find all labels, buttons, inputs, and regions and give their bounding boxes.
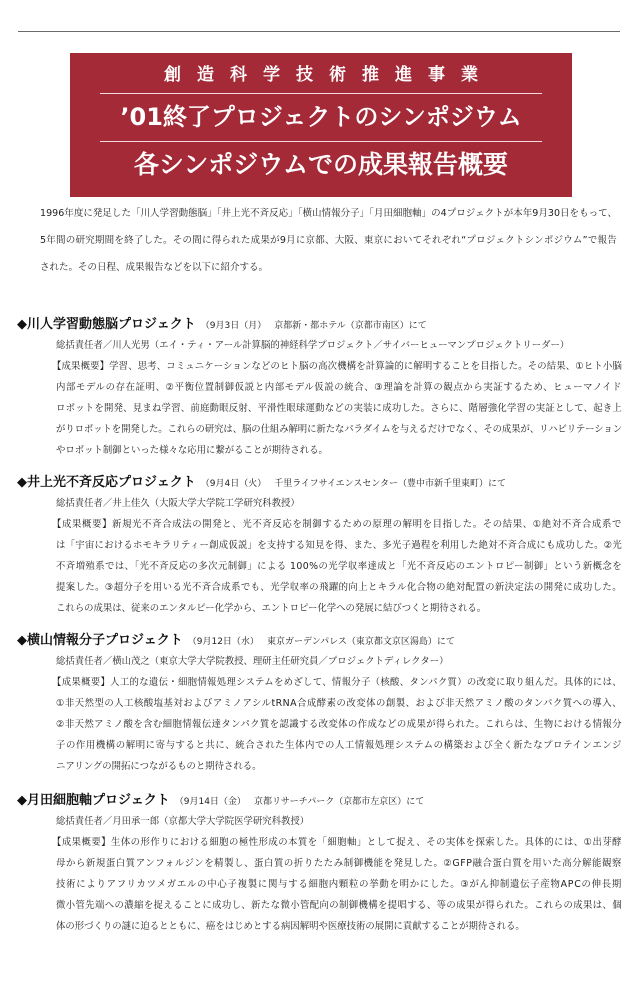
symposium-date: （9月3日（月） xyxy=(200,321,267,331)
symposium-date: （9月14日（金） xyxy=(174,797,246,807)
project-section xyxy=(0,791,637,941)
project-director: 総括責任者／横山茂之（東京大学大学院教授、理研主任研究員／プロジェクトディレクター） xyxy=(56,656,449,667)
project-heading-row xyxy=(17,473,506,493)
summary-line: やロボット制御といった様々な応用に繋がることが期待される。 xyxy=(56,445,328,456)
symposium-date: （9月4日（火） xyxy=(200,479,267,489)
summary-line: ②非天然アミノ酸を含む細胞情報伝達タンパク質を認識する改変体の作成などの成果が得られた。これらは、生物における情報分 xyxy=(56,719,622,730)
intro-line: された。その日程、成果報告などを以下に紹介する。 xyxy=(40,262,269,273)
summary-line: 提案した。③超分子を用いる光不斉合成系でも、光学収率の飛躍的向上とキラル化合物の絶対配置の新決定法の開発に成功した。 xyxy=(56,582,622,593)
intro-line: 1996年度に発足した「川人学習動態脳」「井上光不斉反応」「横山情報分子」「月田細胞軸」の4プロジェクトが本年9月30日をもって、 xyxy=(40,208,617,219)
summary-line: 内部モデルの存在証明、②平衡位置制御仮説と内部モデル仮説の統合、③理論を計算の観点から実証するため、ヒューマノイド xyxy=(56,382,622,393)
summary-line: 母から新規蛋白質アンフォルジンを精製し、蛋白質の折りたたみ制御機能を発見した。②GFP融合蛋白質を用いた高分解能観察 xyxy=(56,858,622,869)
summary-line: ニアリングの開拓につながるものと期待される。 xyxy=(56,761,262,772)
summary-line: は「宇宙におけるホモキラリティー創成仮説」を支持する知見を得、また、多光子過程を利用した絶対不斉合成にも成功した。②光 xyxy=(56,540,622,551)
summary-line: これらの成果は、従来のエンタルピー化学から、エントロピー化学への発展に結びつくと期待される。 xyxy=(56,603,487,614)
banner-rule xyxy=(100,93,542,94)
summary-line: 【成果概要】新規光不斉合成法の開発と、光不斉反応を制御するための原理の解明を目指した。その結果、①絶対不斉合成系で xyxy=(52,519,622,530)
symposium-venue: 京都新・都ホテル（京都市南区）にて xyxy=(274,321,427,331)
project-heading: ◆川人学習動態脳プロジェクト xyxy=(17,317,196,332)
project-heading-row xyxy=(17,791,424,811)
top-rule xyxy=(18,31,620,32)
program-name: 創造科学技術推進事業 xyxy=(164,65,494,85)
summary-line: 不斉増殖系では、「光不斉反応の多次元制御」による 100%の光学収率達成と「光不斉反応のエントロピー制御」という新概念を xyxy=(56,561,622,572)
project-heading-row xyxy=(17,315,427,335)
project-section xyxy=(0,631,637,781)
banner-title: ’01終了プロジェクトのシンポジウム xyxy=(120,103,522,131)
project-section xyxy=(0,315,637,465)
project-director: 総括責任者／月田承一郎（京都大学大学院医学研究科教授） xyxy=(56,816,310,827)
summary-line: ①非天然型の人工核酸塩基対およびアミノアシルtRNA合成酵素の改変体の創製、および非天然アミノ酸のタンパク質への導入、 xyxy=(56,698,622,709)
project-director: 総括責任者／井上佳久（大阪大学大学院工学研究科教授） xyxy=(56,498,300,509)
project-heading-row xyxy=(17,631,455,651)
summary-line: がりロボットを開発した。これらの研究は、脳の仕組み解明に新たなパラダイムを与えるだけでなく、その成果が、リハビリテーション xyxy=(56,424,622,435)
summary-line: ロボットを開発、見まね学習、前庭動眼反射、平滑性眼球運動などの実装に成功した。さらに、階層強化学習の実証として、起き上 xyxy=(56,403,622,414)
intro-line: 5年間の研究期間を終了した。その間に得られた成果が9月に京都、大阪、東京においてそれぞれ“プロジェクトシンポジウム”で報告 xyxy=(40,235,617,246)
summary-line: 微小管先端への濃縮を捉えることに成功し、新たな微小管配向の制御機構を提唱する、等の成果が得られた。これらの成果は、個 xyxy=(56,900,622,911)
summary-line: 体の形づくりの謎に迫るとともに、癌をはじめとする病因解明や医療技術の展開に貢献することが期待される。 xyxy=(56,921,525,932)
summary-line: 【成果概要】人工的な遺伝・細胞情報処理システムをめざして、情報分子（核酸、タンパク質）の改変に取り組んだ。具体的には、 xyxy=(52,677,622,688)
banner-rule xyxy=(100,141,542,142)
symposium-venue: 京都リサーチパーク（京都市左京区）にて xyxy=(253,797,425,807)
project-section xyxy=(0,473,637,623)
summary-line: 技術によりアフリカツメガエルの中心子複製に関与する細胞内顆粒の挙動を明かにした。③がん抑制遺伝子産物APCの伸長期 xyxy=(56,879,622,890)
summary-line: 【成果概要】生体の形作りにおける細胞の極性形成の本質を「細胞軸」として捉え、その実体を探索した。具体的には、①出芽酵 xyxy=(52,837,622,848)
project-heading: ◆月田細胞軸プロジェクト xyxy=(17,793,170,808)
project-heading: ◆横山情報分子プロジェクト xyxy=(17,633,183,648)
project-heading: ◆井上光不斉反応プロジェクト xyxy=(17,475,196,490)
project-director: 総括責任者／川人光男（エイ・ティ・アール計算脳的神経科学プロジェクト／サイバーヒューマンプロジェクトリーダー） xyxy=(56,340,570,351)
symposium-venue: 千里ライフサイエンスセンター（豊中市新千里東町）にて xyxy=(274,479,507,489)
banner-subtitle: 各シンポジウムでの成果報告概要 xyxy=(133,150,509,179)
symposium-date: （9月12日（水） xyxy=(187,637,259,647)
title-banner xyxy=(70,53,572,197)
summary-line: 子の作用機構の解明に寄与すると共に、統合された生体内での人工情報処理システムの構築および全く新たなプロテインエンジ xyxy=(56,740,622,751)
symposium-venue: 東京ガーデンパレス（東京都文京区湯島）にて xyxy=(266,637,455,647)
summary-line: 【成果概要】学習、思考、コミュニケーションなどのヒト脳の高次機構を計算論的に解明することを目指した。その結果、①ヒト小脳 xyxy=(52,361,622,372)
